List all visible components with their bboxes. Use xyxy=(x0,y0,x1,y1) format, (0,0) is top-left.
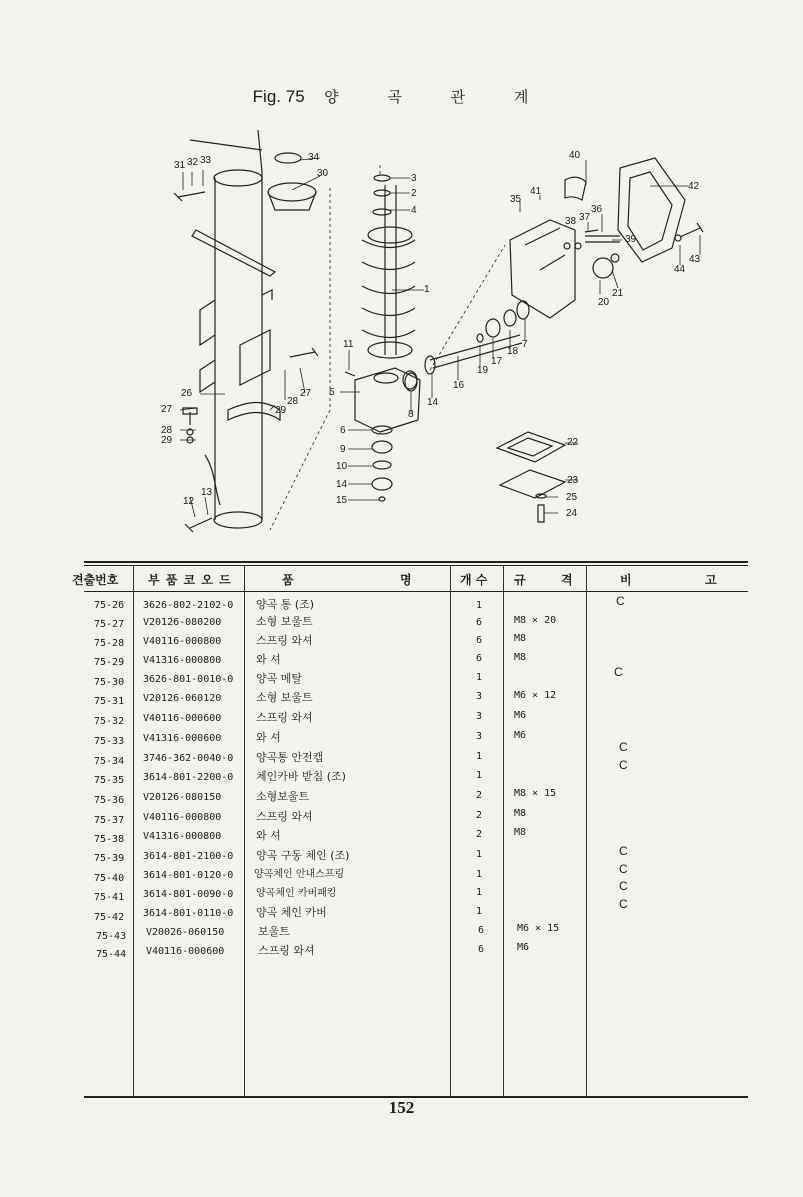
callout-26: 26 xyxy=(181,388,193,399)
callout-27-left: 27 xyxy=(161,404,173,415)
row-code: V20126-060120 xyxy=(143,693,222,704)
callout-39: 39 xyxy=(625,234,637,245)
row-code: 3614-801-0110-0 xyxy=(143,908,234,919)
row-no: 75-36 xyxy=(94,795,125,806)
table-top-rule-inner xyxy=(84,565,748,566)
row-spec: M6 xyxy=(514,710,527,721)
header-part-code: 부 품 코 오 드 xyxy=(148,573,232,587)
figure-korean-title: 양 곡 관 계 xyxy=(324,88,551,106)
row-name: 양곡체인 안내스프링 xyxy=(254,869,345,880)
callout-36: 36 xyxy=(591,204,603,215)
row-no: 75-33 xyxy=(94,736,125,747)
row-qty: 1 xyxy=(476,906,483,917)
callout-13: 13 xyxy=(201,487,213,498)
callout-6: 6 xyxy=(340,425,346,436)
row-code: 3614-801-2200-0 xyxy=(143,772,234,783)
row-code: V40116-000600 xyxy=(143,713,222,724)
row-code: V40116-000800 xyxy=(143,812,222,823)
callout-42: 42 xyxy=(688,181,700,192)
header-name-2: 명 xyxy=(400,573,412,587)
row-qty: 1 xyxy=(476,770,483,781)
callout-19: 19 xyxy=(477,365,489,376)
row-spec: M6 xyxy=(514,730,527,741)
row-name: 양곡 체인 카버 xyxy=(256,906,327,919)
row-code: 3626-801-0010-0 xyxy=(143,674,234,685)
row-no: 75-39 xyxy=(94,853,125,864)
callout-17: 17 xyxy=(491,356,503,367)
callout-12: 12 xyxy=(183,496,195,507)
row-no: 75-26 xyxy=(94,600,125,611)
callout-32: 32 xyxy=(187,157,199,168)
row-qty: 6 xyxy=(476,617,483,628)
diagram-drawing xyxy=(0,0,803,560)
row-note: C xyxy=(619,740,628,754)
row-qty: 3 xyxy=(476,711,483,722)
row-no: 75-40 xyxy=(94,873,125,884)
row-qty: 1 xyxy=(476,672,483,683)
header-spec-1: 규 xyxy=(514,573,526,587)
row-name: 소형 보울트 xyxy=(256,691,313,704)
row-spec: M8 xyxy=(514,808,527,819)
header-spec-2: 격 xyxy=(561,573,573,587)
row-qty: 1 xyxy=(476,869,483,880)
row-qty: 2 xyxy=(476,829,483,840)
screw-conveyor xyxy=(362,175,415,358)
callout-16: 16 xyxy=(453,380,465,391)
callout-8: 8 xyxy=(408,409,414,420)
row-name: 스프링 와셔 xyxy=(256,810,313,823)
row-code: V20026-060150 xyxy=(146,927,225,938)
row-note: C xyxy=(619,844,628,858)
row-qty: 1 xyxy=(476,849,483,860)
row-no: 75-32 xyxy=(94,716,125,727)
row-name: 보울트 xyxy=(258,925,290,938)
callout-14-upper: 14 xyxy=(427,397,439,408)
row-name: 양곡 통 (조) xyxy=(256,598,315,611)
callout-21: 21 xyxy=(612,288,624,299)
header-remarks-2: 고 xyxy=(705,573,717,587)
row-name: 양곡 구동 체인 (조) xyxy=(256,849,350,862)
callout-1: 1 xyxy=(424,284,430,295)
grain-tube-assembly xyxy=(190,130,280,528)
callout-44: 44 xyxy=(674,264,686,275)
callout-28-left: 28 xyxy=(161,425,173,436)
row-no: 75-35 xyxy=(94,775,125,786)
row-name: 스프링 와셔 xyxy=(258,944,315,957)
row-no: 75-43 xyxy=(96,931,127,942)
row-no: 75-31 xyxy=(94,696,125,707)
col-divider-1 xyxy=(133,565,134,1096)
row-qty: 6 xyxy=(476,653,483,664)
callout-11: 11 xyxy=(343,339,354,350)
header-remarks-1: 비 xyxy=(620,573,632,587)
exploded-parts-diagram xyxy=(0,0,803,560)
row-qty: 2 xyxy=(476,790,483,801)
row-code: V41316-000800 xyxy=(143,831,222,842)
row-no: 75-41 xyxy=(94,892,125,903)
row-name: 와 셔 xyxy=(256,653,281,666)
row-note: C xyxy=(619,897,628,911)
row-qty: 1 xyxy=(476,751,483,762)
header-name-1: 품 xyxy=(282,573,294,587)
row-no: 75-27 xyxy=(94,619,125,630)
col-divider-2 xyxy=(244,565,245,1096)
row-code: V40116-000800 xyxy=(143,636,222,647)
col-divider-4 xyxy=(503,565,504,1096)
row-spec: M6 × 15 xyxy=(517,923,560,934)
row-no: 75-29 xyxy=(94,657,125,668)
row-note: C xyxy=(616,594,625,608)
callout-23: 23 xyxy=(567,475,579,486)
row-name: 체인카바 받침 (조) xyxy=(256,770,346,783)
row-code: 3626-802-2102-0 xyxy=(143,600,234,611)
row-qty: 3 xyxy=(476,691,483,702)
callout-10: 10 xyxy=(336,461,348,472)
row-name: 스프링 와셔 xyxy=(256,634,313,647)
row-no: 75-37 xyxy=(94,815,125,826)
callout-25: 25 xyxy=(566,492,578,503)
row-note: C xyxy=(614,665,623,679)
plate-and-gasket xyxy=(497,432,565,522)
callout-20: 20 xyxy=(598,297,610,308)
row-code: 3746-362-0040-0 xyxy=(143,753,234,764)
row-code: V40116-000600 xyxy=(146,946,225,957)
figure-label: Fig. 75 xyxy=(252,87,305,106)
row-note: C xyxy=(619,758,628,772)
row-name: 소형 보울트 xyxy=(256,615,313,628)
callout-24: 24 xyxy=(566,508,578,519)
table-top-rule xyxy=(84,561,748,563)
row-spec: M8 xyxy=(514,827,527,838)
chain-case xyxy=(510,158,703,318)
row-no: 75-44 xyxy=(96,949,127,960)
row-code: 3614-801-0090-0 xyxy=(143,889,234,900)
row-no: 75-30 xyxy=(94,677,125,688)
callout-28-right: 28 xyxy=(287,396,299,407)
page-number: 152 xyxy=(388,1098,415,1117)
callout-41: 41 xyxy=(530,186,542,197)
callout-43: 43 xyxy=(689,254,701,265)
bottom-bearing-stack xyxy=(372,426,392,501)
callout-14-lower: 14 xyxy=(336,479,348,490)
callout-29-left: 29 xyxy=(161,435,173,446)
callout-27-right: 27 xyxy=(300,388,312,399)
row-note: C xyxy=(619,862,628,876)
row-spec: M6 × 12 xyxy=(514,690,557,701)
row-qty: 1 xyxy=(476,600,483,611)
callout-15: 15 xyxy=(336,495,348,506)
row-qty: 6 xyxy=(478,944,485,955)
row-code: V41316-000800 xyxy=(143,655,222,666)
row-name: 양곡 메탈 xyxy=(256,672,303,685)
callout-7: 7 xyxy=(522,339,528,350)
row-no: 75-42 xyxy=(94,912,125,923)
row-no: 75-28 xyxy=(94,638,125,649)
callout-34: 34 xyxy=(308,152,320,163)
callout-30: 30 xyxy=(317,168,329,179)
callout-3: 3 xyxy=(411,173,417,184)
row-qty: 6 xyxy=(476,635,483,646)
row-code: V20126-080200 xyxy=(143,617,222,628)
callout-29-right: 29 xyxy=(275,405,287,416)
callout-38: 38 xyxy=(565,216,577,227)
row-note: C xyxy=(619,879,628,893)
row-name: 양곡체인 카버패킹 xyxy=(256,888,337,899)
row-qty: 6 xyxy=(478,925,485,936)
table-header-rule xyxy=(84,591,748,592)
callout-40: 40 xyxy=(569,150,581,161)
row-spec: M8 × 20 xyxy=(514,615,557,626)
row-no: 75-38 xyxy=(94,834,125,845)
callout-5: 5 xyxy=(329,387,335,398)
row-name: 양곡통 안전캡 xyxy=(256,751,324,764)
row-spec: M8 × 15 xyxy=(514,788,557,799)
callout-18: 18 xyxy=(507,346,519,357)
row-code: 3614-801-0120-0 xyxy=(143,870,234,881)
left-bolts xyxy=(174,192,318,532)
row-no: 75-34 xyxy=(94,756,125,767)
row-name: 와 셔 xyxy=(256,731,281,744)
callout-4: 4 xyxy=(411,205,417,216)
callout-31: 31 xyxy=(174,160,186,171)
row-spec: M8 xyxy=(514,652,527,663)
callout-22: 22 xyxy=(567,437,579,448)
col-divider-5 xyxy=(586,565,587,1096)
row-spec: M6 xyxy=(517,942,530,953)
callout-9: 9 xyxy=(340,444,346,455)
row-code: V20126-080150 xyxy=(143,792,222,803)
callout-33: 33 xyxy=(200,155,212,166)
row-name: 소형보울트 xyxy=(256,790,310,803)
callout-2: 2 xyxy=(411,188,417,199)
col-divider-3 xyxy=(450,565,451,1096)
row-spec: M8 xyxy=(514,633,527,644)
row-code: 3614-801-2100-0 xyxy=(143,851,234,862)
callout-37: 37 xyxy=(579,212,591,223)
callout-35: 35 xyxy=(510,194,522,205)
row-name: 스프링 와셔 xyxy=(256,711,313,724)
row-qty: 1 xyxy=(476,887,483,898)
row-name: 와 셔 xyxy=(256,829,281,842)
gearbox xyxy=(345,368,420,432)
header-quantity: 개 수 xyxy=(460,573,488,587)
row-code: V41316-000600 xyxy=(143,733,222,744)
header-index-no: 견출번호 xyxy=(72,573,119,587)
row-qty: 2 xyxy=(476,810,483,821)
row-qty: 3 xyxy=(476,731,483,742)
